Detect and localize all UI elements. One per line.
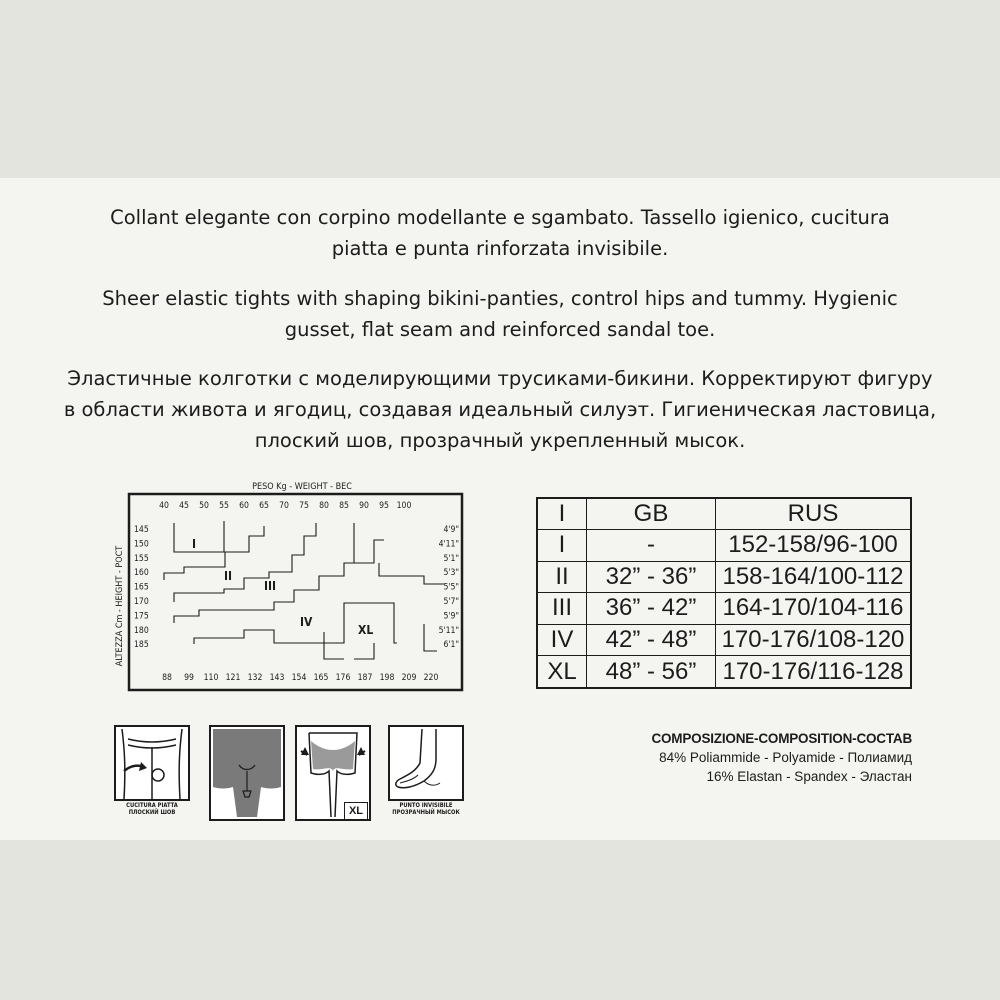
- composition-line: 84% Poliammide - Polyamide - Полиамид: [659, 750, 912, 765]
- column-header: RUS: [716, 498, 912, 530]
- weight-lb-tick: 132: [247, 673, 263, 683]
- weight-lb-tick: 88: [162, 673, 172, 683]
- weight-kg-tick: 45: [179, 501, 189, 511]
- height-cm-tick-labels: [134, 525, 149, 650]
- zone-label: I: [192, 537, 197, 551]
- description-russian: [60, 363, 940, 456]
- size-cell: II: [537, 561, 587, 593]
- description-italian: [60, 202, 940, 264]
- weight-kg-tick: 55: [219, 501, 229, 511]
- column-header: I: [537, 498, 587, 530]
- height-ft-tick: 5'11": [438, 625, 459, 636]
- height-cm-tick: 150: [134, 539, 149, 550]
- description-line: piatta e punta rinforzata invisibile.: [331, 237, 669, 260]
- description-english: [60, 283, 940, 345]
- caption-line: ПЛОСКИЙ ШОВ: [128, 810, 176, 816]
- description-line: Collant elegante con corpino modellante e sgambato. Tassello igienico, cucitura: [110, 206, 890, 229]
- weight-kg-tick: 85: [339, 501, 349, 511]
- size-cell: XL: [537, 656, 587, 688]
- weight-height-size-chart: [112, 476, 464, 694]
- weight-lb-tick: 209: [401, 673, 417, 683]
- column-header: GB: [587, 498, 716, 530]
- zone-label: XL: [358, 623, 374, 637]
- xl-badge: XL: [344, 802, 368, 820]
- weight-kg-tick: 65: [259, 501, 269, 511]
- weight-lb-tick: 165: [313, 673, 329, 683]
- weight-kg-tick: 50: [199, 501, 209, 511]
- height-cm-tick: 145: [134, 525, 149, 535]
- height-ft-tick: 5'1": [443, 553, 459, 564]
- height-cm-tick: 155: [134, 553, 149, 564]
- zone-boundary-line: [354, 523, 444, 584]
- zone-label: II: [224, 569, 233, 583]
- caption-line: ПРОЗРАЧНЫЙ МЫСОК: [392, 810, 460, 816]
- caption-line: PUNTO INVISIBILE: [399, 803, 453, 809]
- description-line: в области живота и ягодиц, создавая идеальный силуэт. Гигиеническая ластовица,: [63, 398, 937, 421]
- rus-cell: 164-170/104-116: [716, 593, 912, 625]
- weight-lb-tick: 143: [269, 673, 285, 683]
- size-zone-boundaries: [164, 521, 444, 659]
- size-cell: I: [537, 530, 587, 562]
- gb-cell: 32” - 36”: [587, 561, 716, 593]
- weight-lb-tick-labels: [162, 673, 438, 683]
- chart-frame: [129, 494, 462, 690]
- zone-boundary-line: [174, 521, 224, 552]
- composition-line: 16% Elastan - Spandex - Эластан: [706, 769, 912, 784]
- weight-lb-tick: 121: [225, 673, 241, 683]
- caption-line: CUCITURA PIATTA: [126, 803, 178, 809]
- gb-cell: 48” - 56”: [587, 656, 716, 688]
- weight-kg-tick: 40: [159, 501, 169, 511]
- weight-lb-tick: 154: [291, 673, 307, 683]
- description-line: Эластичные колготки с моделирующими трусиками-бикини. Корректируют фигуру: [67, 367, 933, 390]
- flat-seam-icon: [114, 725, 190, 801]
- table-row: [537, 624, 911, 656]
- table-row: [537, 593, 911, 625]
- weight-kg-tick: 80: [319, 501, 329, 511]
- weight-lb-tick: 176: [335, 673, 351, 683]
- height-cm-tick: 165: [134, 582, 149, 593]
- weight-kg-tick: 100: [396, 501, 412, 511]
- height-cm-tick: 170: [134, 597, 149, 607]
- flat-seam-caption: [114, 803, 190, 817]
- zone-boundary-line: [424, 624, 437, 651]
- weight-kg-tick-labels: [159, 501, 411, 511]
- weight-kg-tick: 75: [299, 501, 309, 511]
- height-ft-tick: 5'7": [443, 597, 459, 607]
- weight-kg-tick: 95: [379, 501, 389, 511]
- table-row: [537, 530, 911, 562]
- description-line: плоский шов, прозрачный укрепленный мысок.: [254, 429, 746, 452]
- weight-lb-tick: 198: [379, 673, 395, 683]
- size-cell: IV: [537, 624, 587, 656]
- weight-axis-title: PESO Kg - WEIGHT - BEC: [252, 482, 352, 492]
- description-line: gusset, flat seam and reinforced sandal toe.: [284, 318, 716, 341]
- height-cm-tick: 160: [134, 568, 149, 579]
- height-ft-tick: 5'9": [443, 611, 459, 622]
- rus-cell: 170-176/116-128: [716, 656, 912, 688]
- description-line: Sheer elastic tights with shaping bikini-panties, control hips and tummy. Hygienic: [102, 287, 898, 310]
- weight-lb-tick: 187: [357, 673, 373, 683]
- flat-seam-feature: [114, 725, 190, 822]
- gb-cell: 42” - 48”: [587, 624, 716, 656]
- height-ft-tick: 4'11": [438, 539, 459, 550]
- table-header-row: [537, 498, 911, 530]
- shaping-panty-icon: [209, 725, 285, 822]
- rus-cell: 170-176/108-120: [716, 624, 912, 656]
- composition-title: COMPOSIZIONE-COMPOSITION-COCTAB: [651, 731, 912, 746]
- table-row: [537, 656, 911, 688]
- weight-lb-tick: 220: [423, 673, 439, 683]
- zone-label: IV: [300, 615, 313, 629]
- weight-kg-tick: 60: [239, 501, 249, 511]
- feature-icons: [114, 725, 464, 822]
- table-row: [537, 561, 911, 593]
- zone-label: III: [264, 579, 277, 593]
- shaping-panty-feature: [209, 725, 285, 822]
- height-ft-tick: 5'5": [443, 582, 459, 593]
- height-ft-tick-labels: [439, 525, 459, 650]
- height-ft-tick: 6'1": [443, 640, 459, 651]
- size-cell: III: [537, 593, 587, 625]
- invisible-toe-feature: [388, 725, 464, 822]
- height-cm-tick: 185: [134, 640, 149, 651]
- gb-cell: 36” - 42”: [587, 593, 716, 625]
- sandal-toe-foot-icon: [388, 725, 464, 801]
- height-ft-tick: 4'9": [443, 525, 459, 535]
- gb-cell: -: [587, 530, 716, 562]
- rus-cell: 152-158/96-100: [716, 530, 912, 562]
- height-cm-tick: 175: [134, 611, 149, 622]
- height-axis-title: ALTEZZA Cm - HEIGHT - POCT: [115, 545, 125, 667]
- zone-boundary-line: [164, 526, 264, 580]
- height-ft-tick: 5'3": [443, 568, 459, 579]
- weight-kg-tick: 70: [279, 501, 289, 511]
- height-cm-tick: 180: [134, 625, 149, 636]
- weight-lb-tick: 110: [203, 673, 219, 683]
- invisible-toe-caption: [388, 803, 464, 817]
- size-conversion-table: [536, 497, 912, 689]
- control-fit-feature: [295, 725, 371, 822]
- size-chart-svg: [112, 476, 464, 694]
- composition-block: [651, 729, 912, 786]
- weight-kg-tick: 90: [359, 501, 369, 511]
- rus-cell: 158-164/100-112: [716, 561, 912, 593]
- weight-lb-tick: 99: [184, 673, 194, 683]
